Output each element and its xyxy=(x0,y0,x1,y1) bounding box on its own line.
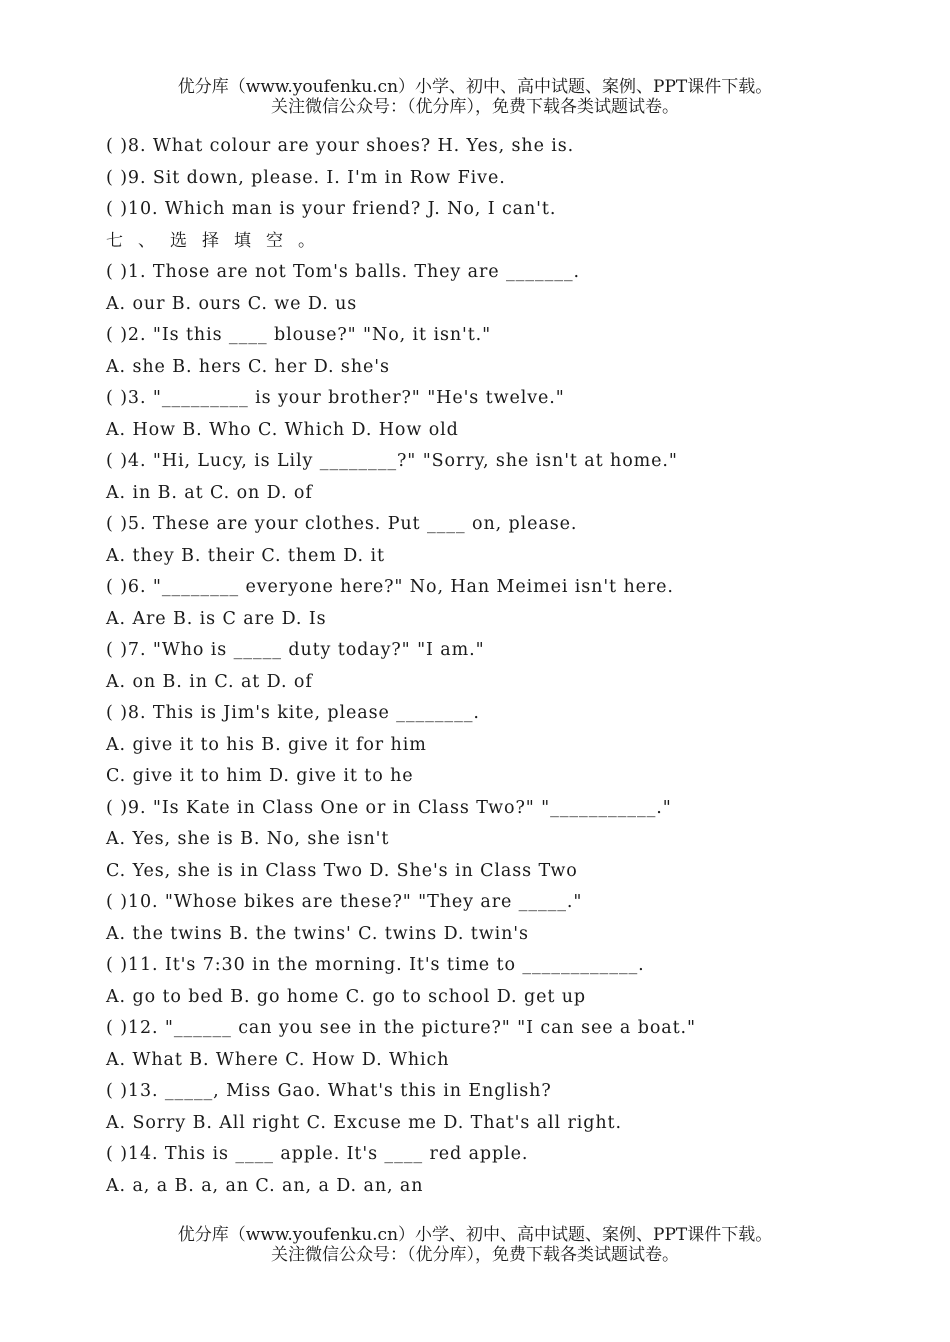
question: ( )1. Those are not Tom's balls. They are _______. xyxy=(106,262,580,282)
question: ( )10. "Whose bikes are these?" "They are _____." xyxy=(106,892,583,912)
matching-item-10: ( )10. Which man is your friend? J. No, I can't. xyxy=(106,199,557,219)
question: ( )8. This is Jim's kite, please ________. xyxy=(106,703,480,723)
matching-item-8: ( )8. What colour are your shoes? H. Yes, she is. xyxy=(106,136,575,156)
question: ( )4. "Hi, Lucy, is Lily ________?" "Sorry, she isn't at home." xyxy=(106,451,678,471)
question: ( )3. "_________ is your brother?" "He's twelve." xyxy=(106,388,565,408)
section-title: 七、选择填空。 xyxy=(106,230,330,251)
question-options: A. Sorry B. All right C. Excuse me D. That's all right. xyxy=(106,1112,622,1133)
matching-item-9: ( )9. Sit down, please. I. I'm in Row Five. xyxy=(106,167,506,188)
document-body xyxy=(106,131,906,1202)
question-options: A. How B. Who C. Which D. How old xyxy=(106,419,459,440)
header-line-2: 关注微信公众号：（优分库），免费下载各类试题试卷。 xyxy=(271,97,679,117)
question: ( )14. This is ____ apple. It's ____ red apple. xyxy=(106,1144,529,1164)
page-footer xyxy=(0,1225,950,1265)
question: ( )6. "________ everyone here?" No, Han Meimei isn't here. xyxy=(106,577,674,597)
question-options: A. on B. in C. at D. of xyxy=(106,671,313,692)
question: ( )2. "Is this ____ blouse?" "No, it isn't." xyxy=(106,325,492,345)
question: ( )7. "Who is _____ duty today?" "I am." xyxy=(106,640,485,660)
question-options: A. they B. their C. them D. it xyxy=(106,545,385,566)
question-options: A. the twins B. the twins' C. twins D. twin's xyxy=(106,923,529,944)
question-options: A. a, a B. a, an C. an, a D. an, an xyxy=(106,1175,424,1196)
question: ( )9. "Is Kate in Class One or in Class Two?" "___________." xyxy=(106,797,672,818)
question-options: C. give it to him D. give it to he xyxy=(106,766,414,786)
question: ( )12. "______ can you see in the picture?" "I can see a boat." xyxy=(106,1018,696,1038)
question-options: A. in B. at C. on D. of xyxy=(106,482,313,503)
question-options: A. go to bed B. go home C. go to school D. get up xyxy=(106,986,586,1007)
question: ( )13. _____, Miss Gao. What's this in English? xyxy=(106,1081,552,1101)
footer-line-2: 关注微信公众号：（优分库），免费下载各类试题试卷。 xyxy=(271,1245,679,1265)
question-options: A. she B. hers C. her D. she's xyxy=(106,356,390,377)
question-options: A. Are B. is C are D. Is xyxy=(106,608,327,629)
question-options: A. What B. Where C. How D. Which xyxy=(106,1049,450,1070)
page-header xyxy=(0,77,950,117)
question-options: A. our B. ours C. we D. us xyxy=(106,293,358,314)
question-options: A. Yes, she is B. No, she isn't xyxy=(106,829,390,849)
header-line-1: 优分库（www.youfenku.cn）小学、初中、高中试题、案例、PPT课件下载。 xyxy=(177,77,773,97)
question-options: A. give it to his B. give it for him xyxy=(106,734,427,755)
footer-line-1: 优分库（www.youfenku.cn）小学、初中、高中试题、案例、PPT课件下载。 xyxy=(177,1225,773,1245)
question-options: C. Yes, she is in Class Two D. She's in Class Two xyxy=(106,860,578,881)
question: ( )5. These are your clothes. Put ____ on, please. xyxy=(106,514,578,534)
question: ( )11. It's 7:30 in the morning. It's time to ____________. xyxy=(106,955,645,975)
